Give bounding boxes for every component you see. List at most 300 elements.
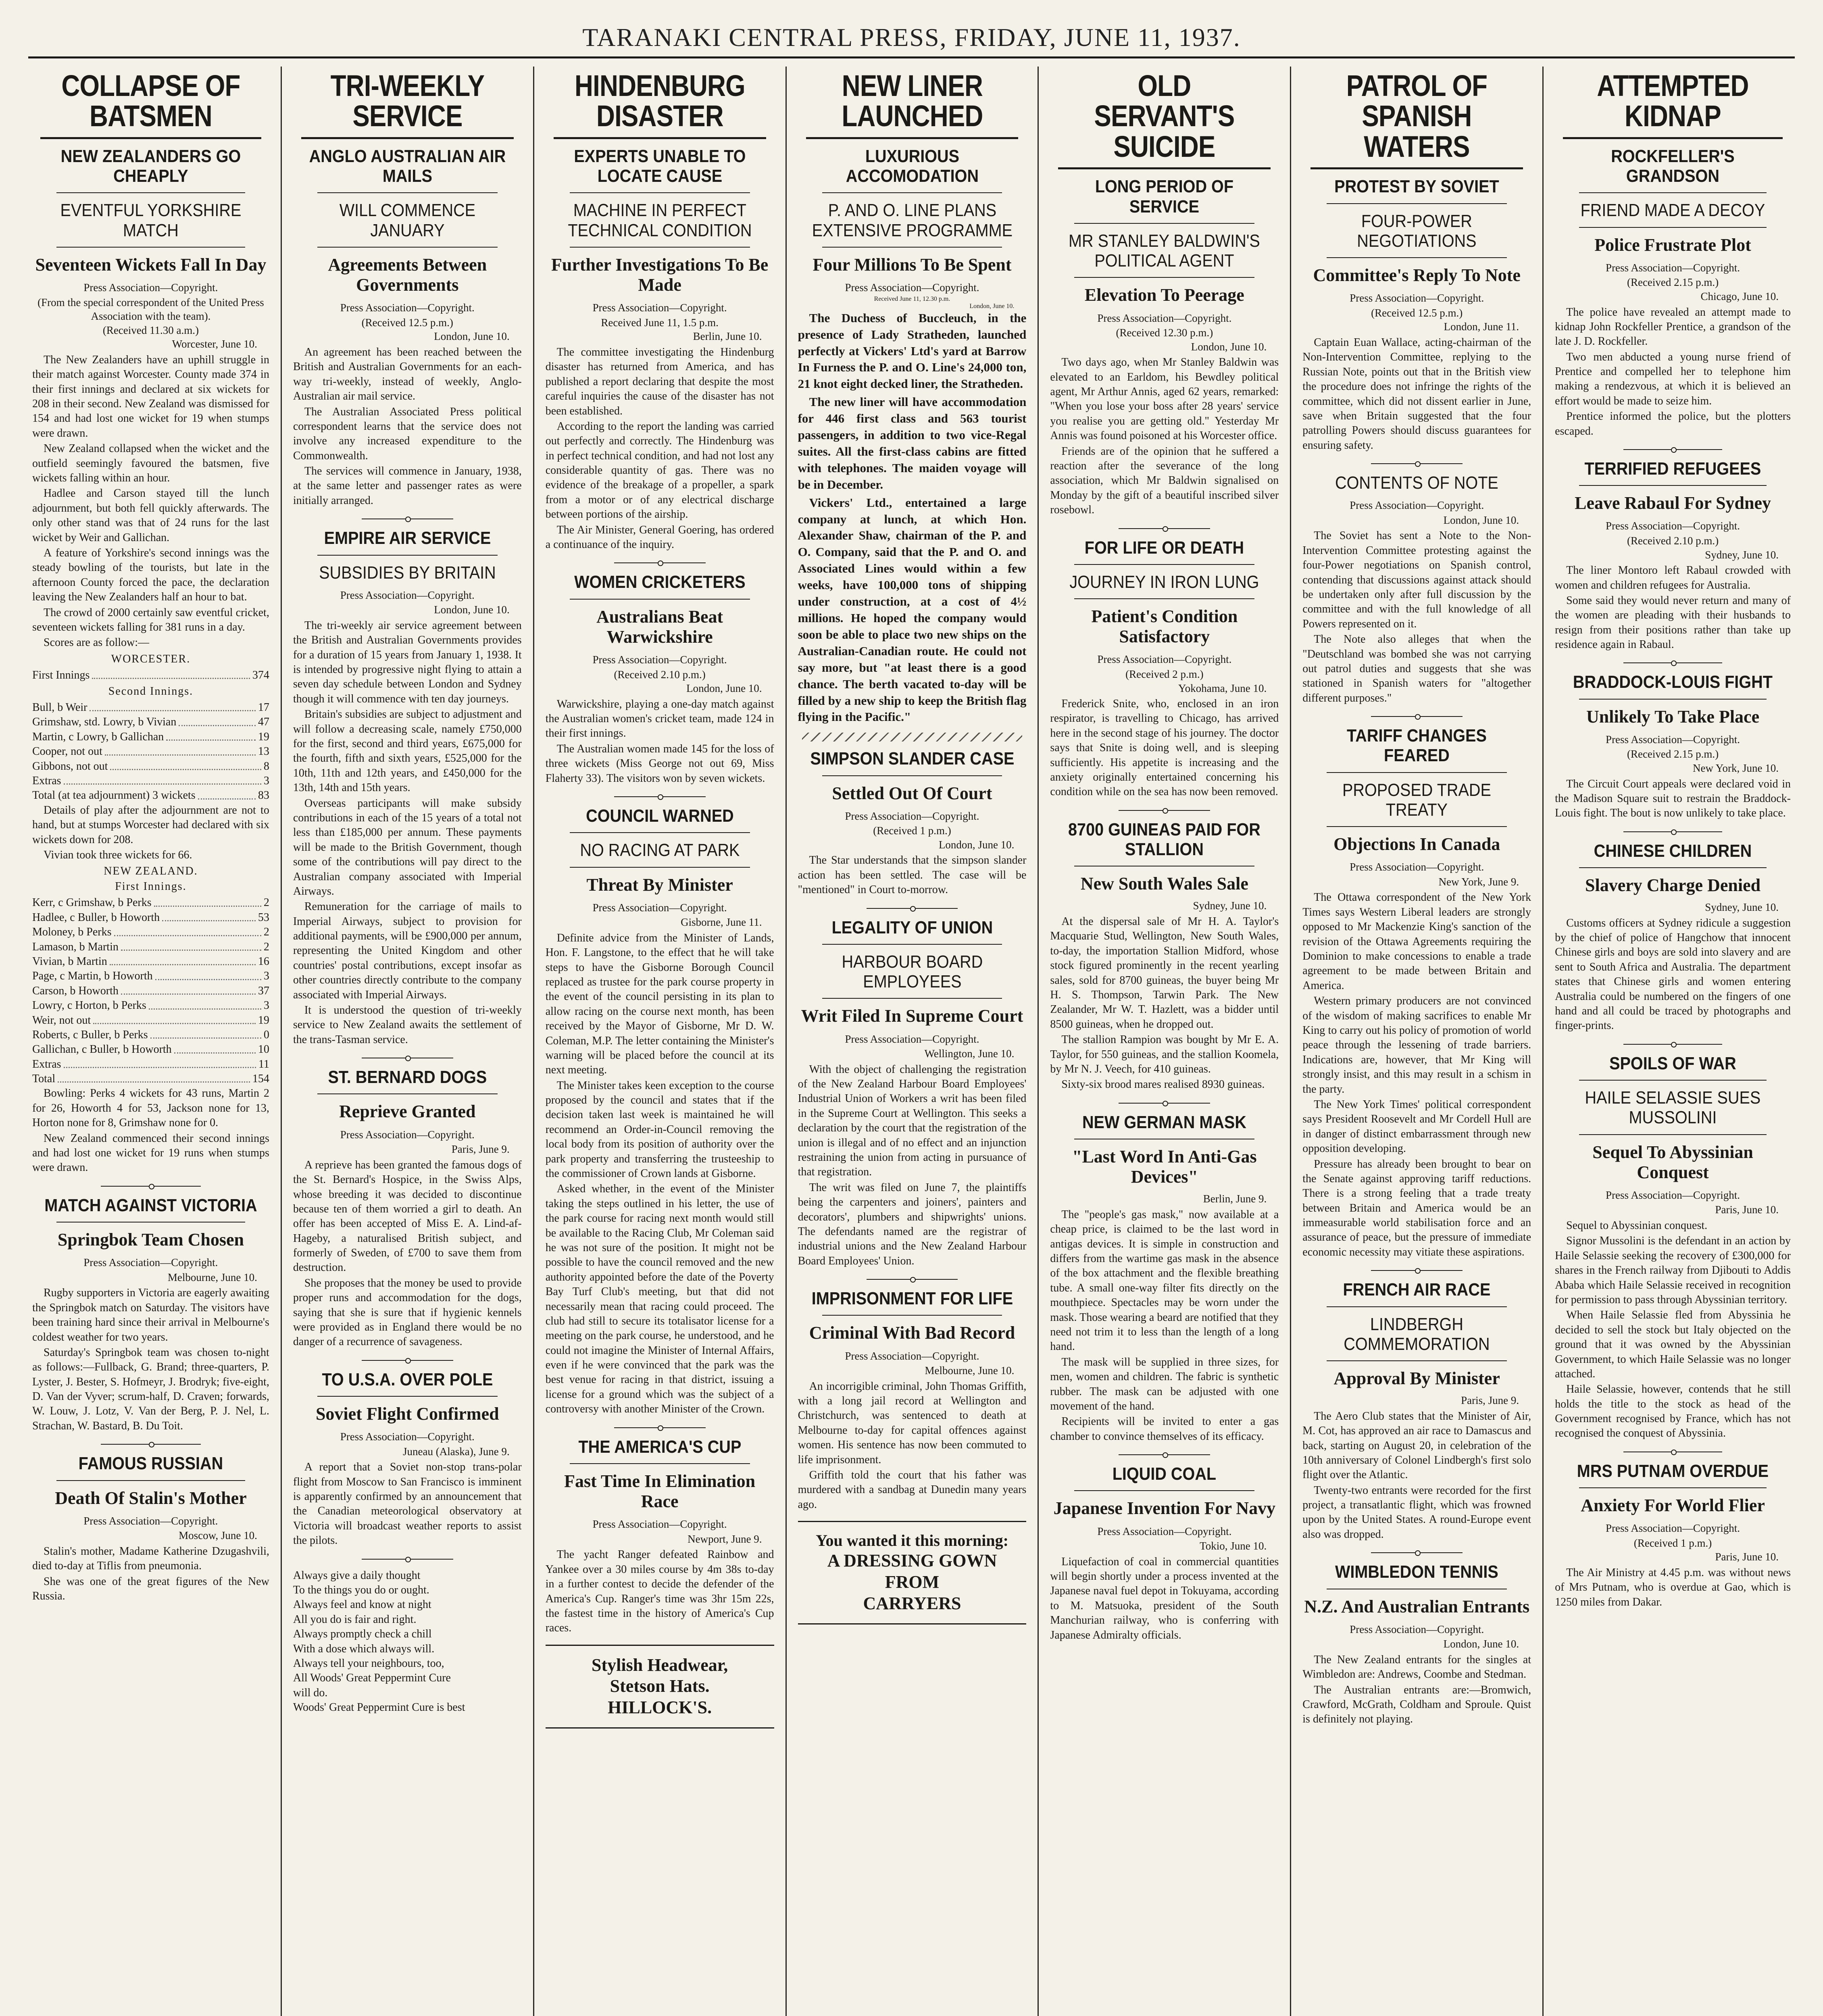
- article-paragraph: Scores are as follow:—: [44, 636, 150, 649]
- section-divider: [1623, 662, 1722, 663]
- scorecard-row: [32, 774, 269, 788]
- press-credit: Press Association—Copyright.: [1350, 861, 1484, 873]
- thin-rule: [56, 192, 245, 193]
- main-headline: HINDENBURG DISASTER: [574, 69, 745, 133]
- deck-headline: LINDBERGH COMMEMORATION: [1344, 1314, 1490, 1354]
- subheading: Four Millions To Be Spent: [813, 255, 1012, 275]
- section-headline: SIMPSON SLANDER CASE: [810, 749, 1015, 769]
- thin-rule: [570, 247, 750, 248]
- received-note: (Received 1 p.m.): [873, 825, 951, 837]
- article-paragraph: The "people's gas mask," now available at a cheap price, is claimed to be the last word in antigas devices. It is simple in construction and differs from the wartime gas mask in the absence of the box attachment and the flexible breathing tube. A small one-way filter fits directly on the mouthpiece. Spectacles may be worn under the mask. Those wearing a beard are notified that they need not trim it to less than the length of a long hand.: [1050, 1208, 1279, 1353]
- scorecard-runs: 2: [263, 896, 269, 909]
- article-paragraph: The Minister takes keen exception to the course proposed by the council and states that if the decision taken last week is maintained he will recommend an Order-in-Council removing the local body from its position of authority over the park property and transferring the trusteeship to the commissioner of Crown lands at Gisborne.: [545, 1079, 774, 1180]
- verse-line: All Woods' Great Peppermint Cure: [293, 1672, 451, 1685]
- thin-rule: [1327, 826, 1507, 827]
- press-credit: Press Association—Copyright.: [83, 1514, 218, 1527]
- subheading: Committee's Reply To Note: [1313, 265, 1521, 285]
- section-headline: WIMBLEDON TENNIS: [1335, 1562, 1499, 1582]
- heavy-rule: [1310, 167, 1523, 169]
- scorecard-batsman: Gallichan, c Buller, b Howorth: [32, 1043, 172, 1056]
- press-credit: Press Association—Copyright.: [1350, 499, 1484, 512]
- article-paragraph: The Aero Club states that the Minister of Air, M. Cot, has approved an air race to Damascus and back, starting on August 20, in celebration of the 10th anniversary of Colonel Lindbergh's first solo flight over the Atlantic.: [1302, 1410, 1531, 1481]
- section-headline: THE AMERICA'S CUP: [578, 1437, 742, 1457]
- received-note: (Received 2.15 p.m.): [1627, 276, 1719, 289]
- press-credit: Press Association—Copyright.: [845, 1033, 979, 1045]
- section-divider: [1371, 716, 1463, 717]
- section-divider: [1623, 831, 1722, 832]
- thin-rule: [56, 1222, 245, 1223]
- dateline: Sydney, June 10.: [1193, 900, 1267, 912]
- press-credit: Press Association—Copyright.: [340, 589, 475, 601]
- article-paragraph: The Australian women made 145 for the loss of three wickets (Miss George not out 69, Miss Flaherty 33). The visitors won by seven wickets.: [545, 742, 774, 785]
- heavy-rule: [554, 137, 766, 139]
- scorecard-title: Second Innings.: [108, 685, 194, 698]
- article-paragraph: The Australian Associated Press political correspondent learns that the service does not involve any increased expenditure to the Commonwealth.: [293, 405, 522, 462]
- scorecard-batsman: Martin, c Lowry, b Gallichan: [32, 730, 164, 743]
- article-paragraph: The crowd of 2000 certainly saw eventful cricket, seventeen wickets falling for 381 runs in a day.: [32, 606, 269, 633]
- leader-dots: [110, 954, 256, 965]
- received-note: (Received 12.30 p.m.): [1116, 327, 1213, 339]
- subheading: Objections In Canada: [1333, 834, 1500, 854]
- article-paragraph: Western primary producers are not convinced of the wisdom of making sacrifices to enable Mr King to carry out his policy of promotion of world peace through the lessening of trade barriers. Indications are, however, that Mr King will strongly insist, and this may result in a schism in the party.: [1302, 995, 1531, 1095]
- leader-dots: [162, 910, 256, 921]
- subheading: Springbok Team Chosen: [57, 1230, 244, 1250]
- ad-line: Stetson Hats.: [610, 1676, 710, 1696]
- scorecard-batsman: First Innings: [32, 669, 90, 681]
- thin-rule: [1579, 1487, 1767, 1488]
- news-column-6: [1290, 67, 1542, 2016]
- verse-line: Always promptly check a chill: [293, 1628, 432, 1641]
- section-divider: [1371, 1552, 1463, 1553]
- thin-rule: [1579, 485, 1767, 486]
- thin-rule: [1074, 277, 1254, 278]
- subheading: Further Investigations To Be Made: [551, 255, 769, 295]
- deck-headline: FRIEND MADE A DECOY: [1580, 200, 1765, 221]
- press-credit: Press Association—Copyright.: [845, 810, 979, 822]
- verse-line: will do.: [293, 1686, 328, 1699]
- article-paragraph: Asked whether, in the event of the Minister taking the steps outlined in his letter, the use of the park course for racing next month would still be available to the Racing Club, Mr Coleman said he was not sure of the position. It might not be possible to have the council removed and the new authority appointed before the date of the Poverty Bay Turf Club's meeting, but that did not necessarily mean that racing could proceed. The club had still to secure its totalisator license for a meeting on the park course, he understood, and he could not imagine the Minister of Internal Affairs, even if he were convinced that the park was the best venue for racing in that district, issuing a license for a ground which was the subject of a controversy with another Minister of the Crown.: [545, 1183, 774, 1416]
- dateline: New York, June 9.: [1438, 875, 1519, 888]
- scorecard-runs: 37: [258, 984, 269, 997]
- received-note: (Received 2.10 p.m.): [1627, 535, 1719, 547]
- heavy-rule: [301, 137, 514, 139]
- section-headline: TERRIFIED REFUGEES: [1584, 459, 1761, 479]
- article-paragraph: The Air Ministry at 4.45 p.m. was without news of Mrs Putnam, who is overdue at Gao, which is 1250 miles from Dakar.: [1555, 1566, 1791, 1608]
- leader-dots: [105, 744, 256, 755]
- scorecard-batsman: Weir, not out: [32, 1014, 91, 1027]
- article-paragraph: Some said they would never return and many of the women are pleading with their husbands to resign from their positions rather than take up residence again in Rabaul.: [1555, 594, 1791, 651]
- article-paragraph: Bowling: Perks 4 wickets for 43 runs, Martin 2 for 26, Howorth 4 for 53, Jackson none for 13, Horton none for 8, Grimshaw none for 0.: [32, 1087, 269, 1129]
- article-paragraph: A report that a Soviet non-stop trans-polar flight from Moscow to San Francisco is imminent is apparently confirmed by an announcement that the Canadian meteorological observatory at Victoria will broadcast weather reports to assist the pilots.: [293, 1461, 522, 1547]
- heavy-rule: [1058, 167, 1271, 169]
- leader-dots: [90, 700, 255, 711]
- scorecard-row: [32, 1072, 269, 1086]
- section-headline: TARIFF CHANGES FEARED: [1347, 726, 1487, 766]
- thin-rule: [1579, 699, 1767, 700]
- scorecard-row: [32, 984, 269, 998]
- section-headline: LUXURIOUS ACCOMODATION: [846, 146, 979, 186]
- thin-rule: [1579, 1080, 1767, 1081]
- deck-headline: EVENTFUL YORKSHIRE MATCH: [60, 200, 242, 240]
- article-paragraph: Frederick Snite, who, enclosed in an iron respirator, is travelling to Chicago, has arrived here in the second stage of his journey. The doctor says that Snite is doing well, and is sleeping sufficiently. His appetite is increasing and the anxiety originally entertained concerning his condition while on the sea has now been removed.: [1050, 698, 1279, 798]
- article-paragraph: Britain's subsidies are subject to adjustment and will follow a decreasing scale, namely £750,000 for the first, second and third years, £675,000 for the fourth, fifth and sixth years, £525,000 for the 10th, 11th and 12th years, and £450,000 for the 13th, 14th and 15th years.: [293, 708, 522, 794]
- heavy-rule: [806, 137, 1019, 139]
- article-paragraph: Stalin's mother, Madame Katherine Dzugashvili, died to-day at Tiflis from pneumonia.: [32, 1545, 269, 1572]
- scorecard-row: [32, 715, 269, 729]
- thin-rule: [570, 599, 750, 600]
- scorecard-row: [32, 940, 269, 954]
- deck-headline: JOURNEY IN IRON LUNG: [1069, 572, 1259, 592]
- subheading: Settled Out Of Court: [832, 783, 992, 803]
- section-headline: LIQUID COAL: [1113, 1464, 1217, 1484]
- dateline: Melbourne, June 10.: [925, 1364, 1015, 1377]
- article-paragraph: Two days ago, when Mr Stanley Baldwin was elevated to an Earldom, his Bewdley political agent, Mr Arthur Annis, aged 62 years, remarked: "When you lose your boss after 28 years' service you realise you are getting old." Yesterday Mr Annis was found poisoned at his Worcester office.: [1050, 356, 1279, 442]
- scorecard-runs: 16: [258, 955, 269, 968]
- scorecard-runs: 0: [263, 1028, 269, 1041]
- scorecard-row: [32, 668, 269, 683]
- subheading: Soviet Flight Confirmed: [315, 1404, 499, 1424]
- press-credit: Press Association—Copyright.: [592, 1518, 727, 1531]
- thin-rule: [822, 1315, 1002, 1316]
- scorecard-runs: 154: [252, 1073, 269, 1085]
- verse-line: Always feel and know at night: [293, 1598, 431, 1611]
- section-headline: CHINESE CHILDREN: [1594, 841, 1752, 861]
- ad-line: A DRESSING GOWN: [827, 1551, 997, 1571]
- thin-rule: [822, 944, 1002, 945]
- scorecard-runs: 17: [258, 701, 269, 714]
- dateline: London, June 10.: [1443, 514, 1519, 526]
- section-headline: FAMOUS RUSSIAN: [78, 1454, 223, 1474]
- section-divider: [867, 908, 958, 909]
- section-divider: [362, 1559, 453, 1560]
- press-credit: Press Association—Copyright.: [1350, 1623, 1484, 1635]
- dateline: Juneau (Alaska), June 9.: [403, 1445, 510, 1458]
- press-credit: Press Association—Copyright.: [340, 1128, 475, 1141]
- scorecard-title: NEW ZEALAND.: [104, 865, 198, 878]
- scorecard-runs: 3: [263, 775, 269, 787]
- section-headline: ST. BERNARD DOGS: [328, 1067, 487, 1087]
- received-note: (From the special correspondent of the United Press Association with the team).: [38, 296, 264, 323]
- section-headline: ROCKFELLER'S GRANDSON: [1611, 146, 1735, 186]
- article-paragraph: Friends are of the opinion that he suffered a reaction after the severance of the long association, which Mr Baldwin signalised on Monday by the gift of a beautiful inscribed silver rosebowl.: [1050, 445, 1279, 516]
- article-paragraph: The Star understands that the simpson slander action has been settled. The case will be "mentioned" in Court to-morrow.: [798, 854, 1027, 896]
- dateline: Paris, June 10.: [1715, 1551, 1779, 1563]
- press-credit: Press Association—Copyright.: [592, 654, 727, 666]
- scorecard-runs: 3: [263, 970, 269, 983]
- article-paragraph: The police have revealed an attempt made to kidnap John Rockfeller Prentice, a grandson of the late J. D. Rockfeller.: [1555, 306, 1791, 348]
- dateline: London, June 10.: [434, 330, 510, 343]
- article-paragraph: An agreement has been reached between the British and Australian Governments for an each-way tri-weekly, instead of weekly, Anglo-Australian air mail service.: [293, 346, 522, 403]
- ad-line: You wanted it this morning:: [816, 1531, 1008, 1550]
- press-credit: Press Association—Copyright.: [1350, 292, 1484, 304]
- leader-dots: [110, 759, 261, 770]
- section-headline: NEW GERMAN MASK: [1082, 1112, 1247, 1132]
- scorecard-row: [32, 896, 269, 910]
- press-credit: Press Association—Copyright.: [1606, 520, 1740, 532]
- leader-dots: [64, 774, 261, 785]
- article-paragraph: Details of play after the adjournment are not to hand, but at stumps Worcester had declared with six wickets down for 208.: [32, 804, 269, 846]
- scorecard-runs: 83: [258, 789, 269, 802]
- scorecard-batsman: Total (at tea adjournment) 3 wickets: [32, 789, 196, 802]
- dateline: Wellington, June 10.: [924, 1048, 1015, 1060]
- deck-headline: WILL COMMENCE JANUARY: [339, 200, 475, 240]
- article-paragraph: Sequel to Abyssinian conquest.: [1566, 1219, 1708, 1232]
- dateline: London, June 10.: [1191, 340, 1267, 353]
- press-credit: Press Association—Copyright.: [845, 1350, 979, 1362]
- deck-headline: MR STANLEY BALDWIN'S POLITICAL AGENT: [1069, 231, 1260, 271]
- thin-rule: [1579, 227, 1767, 228]
- thin-rule: [570, 1463, 750, 1464]
- leader-dots: [154, 896, 261, 906]
- scorecard-row: [32, 700, 269, 715]
- thin-rule: [1327, 772, 1507, 773]
- press-credit: Press Association—Copyright.: [592, 302, 727, 314]
- section-divider: [101, 1444, 201, 1445]
- section-headline: EMPIRE AIR SERVICE: [324, 528, 491, 548]
- subheading: Police Frustrate Plot: [1594, 235, 1751, 255]
- scorecard-row: [32, 910, 269, 925]
- press-credit: Press Association—Copyright.: [1606, 261, 1740, 274]
- article-paragraph: Vivian took three wickets for 66.: [44, 849, 192, 861]
- verse-line: To the things you do or ought.: [293, 1584, 429, 1597]
- article-paragraph: The Circuit Court appeals were declared void in the Madison Square suit to restrain the Braddock-Louis fight. The bout is now unlikely to take place.: [1555, 777, 1791, 820]
- article-paragraph: Remuneration for the carriage of mails to Imperial Airways, subject to provision for additional payments, will be £900,000 per annum, representing the United Kingdom and other countries' postal contributions, except insofar as other countries directly contribute to the company associated with Imperial Airways.: [293, 900, 522, 1001]
- scorecard-batsman: Kerr, c Grimshaw, b Perks: [32, 896, 152, 909]
- section-headline: FRENCH AIR RACE: [1343, 1280, 1491, 1300]
- article-paragraph: Sixty-six brood mares realised 8930 guineas.: [1061, 1078, 1265, 1091]
- section-divider: [1119, 1103, 1210, 1104]
- article-paragraph: Saturday's Springbok team was chosen to-night as follows:—Fullback, G. Brand; three-quarters, P. Lyster, J. Bester, S. Hofmeyr, J. Brodryk; five-eight, D. Van der Vyver; scrum-half, D. Craven; forwards, W. Louw, J. Lotz, V. Van der Berg, P. J. Nel, L. Strachan, W. Bastard, B. Du Toit.: [32, 1346, 269, 1432]
- scorecard-title: First Innings.: [115, 880, 187, 893]
- scorecard-batsman: Cooper, not out: [32, 745, 102, 758]
- dateline: Worcester, June 10.: [172, 338, 257, 350]
- thin-rule: [317, 1093, 498, 1094]
- section-divider: [362, 1360, 453, 1361]
- verse-line: Always give a daily thought: [293, 1569, 421, 1582]
- article-paragraph: The tri-weekly air service agreement between the British and Australian Governments provides for a duration of 15 years from January 1, 1938. It is intended by progressive night flying to attain a seven day schedule between London and Sydney though it will commence with ten day journeys.: [293, 619, 522, 705]
- article-paragraph: The Note also alleges that when the "Deutschland was bombed she was not carrying out patrol duties and suggests that she was stationed in Spanish waters for "altogether different purposes.": [1302, 633, 1531, 704]
- dateline: Yokohama, June 10.: [1178, 682, 1267, 694]
- thin-rule: [56, 247, 245, 248]
- scorecard-batsman: Roberts, c Buller, b Perks: [32, 1028, 148, 1041]
- lead-paragraph: The Duchess of Buccleuch, in the presence of Lady Stratheden, launched perfectly at Vickers' Ltd's yard at Barrow In Furness the P. and O. Line's 24,000 ton, 21 knot eight decked liner, the Stratheden.: [798, 310, 1027, 391]
- dateline: London, June 10.: [1443, 1638, 1519, 1650]
- dateline: Sydney, June 10.: [1705, 901, 1779, 914]
- scorecard-runs: 13: [258, 745, 269, 758]
- leader-dots: [58, 1072, 250, 1083]
- leader-dots: [179, 715, 255, 726]
- article-paragraph: A feature of Yorkshire's second innings was the steady bowling of the tourists, but late in the afternoon County forced the pace, the declaration leaving the New Zealanders half an hour to bat.: [32, 546, 269, 604]
- section-headline: EXPERTS UNABLE TO LOCATE CAUSE: [574, 146, 746, 186]
- section-divider: [1119, 810, 1210, 811]
- scorecard-row: [32, 998, 269, 1013]
- dateline: Melbourne, June 10.: [167, 1271, 257, 1283]
- dateline: Gisborne, June 11.: [681, 916, 762, 929]
- scorecard-row: [32, 954, 269, 969]
- thin-rule: [1327, 203, 1507, 204]
- subheading: Unlikely To Take Place: [1586, 706, 1760, 727]
- thin-rule: [1579, 867, 1767, 868]
- article-paragraph: She proposes that the money be used to provide proper runs and accommodation for the dogs, saying that she is sure that if hygienic kennels were provided as in England there would be no danger of a recurrence of savageness.: [293, 1277, 522, 1348]
- scorecard-batsman: Hadlee, c Buller, b Howorth: [32, 911, 160, 924]
- scorecard-row: [32, 788, 269, 803]
- scorecard-batsman: Extras: [32, 775, 61, 787]
- subheading: Threat By Minister: [586, 875, 733, 895]
- section-divider: [614, 796, 706, 797]
- subheading: Writ Filed In Supreme Court: [801, 1006, 1023, 1026]
- main-headline: TRI-WEEKLY SERVICE: [330, 69, 485, 133]
- dateline: Chicago, June 10.: [1700, 290, 1779, 302]
- section-divider: [614, 1427, 706, 1428]
- section-divider: [1371, 463, 1463, 464]
- verse-line: Always tell your neighbours, too,: [293, 1657, 444, 1670]
- section-divider: [614, 562, 706, 563]
- scorecard-batsman: Moloney, b Perks: [32, 926, 112, 939]
- subheading: Japanese Invention For Navy: [1053, 1498, 1276, 1518]
- article-paragraph: At the dispersal sale of Mr H. A. Taylor's Macquarie Stud, Wellington, New South Wales, to-day, the importation Stallion Midford, whose stock figured prominently in the recent yearling sales, sold for 8700 guineas, the buyer being Mr H. S. Thompson, Tarwin Park. The New Zealander, Mr W. T. Hazlett, was a bidder until 8500 guineas, when he dropped out.: [1050, 915, 1279, 1031]
- scorecard-row: [32, 744, 269, 759]
- received-note: Received June 11, 12.30 p.m.: [874, 295, 950, 302]
- leader-dots: [155, 969, 261, 980]
- subheading: Elevation To Peerage: [1084, 285, 1244, 305]
- news-column-5: [1038, 67, 1290, 2016]
- article-paragraph: Overseas participants will make subsidy contributions in each of the 15 years of a total not less than £185,000 per annum. These payments will be made to the British Government, though some of the contributions will pay direct to the Australian company associated with Imperial Airways.: [293, 797, 522, 898]
- news-column-1: [28, 67, 281, 2016]
- thin-rule: [1074, 598, 1254, 599]
- section-divider: [1623, 449, 1722, 450]
- scorecard-runs: 53: [258, 911, 269, 924]
- main-headline: PATROL OF SPANISH WATERS: [1346, 69, 1488, 163]
- leader-dots: [198, 788, 256, 799]
- article-paragraph: The liner Montoro left Rabaul crowded with women and children refugees for Australia.: [1555, 564, 1791, 591]
- leader-dots: [121, 984, 256, 995]
- received-note: Received June 11, 1.5 p.m.: [601, 316, 719, 329]
- ad-line: CARRYERS: [863, 1593, 961, 1613]
- dateline: Newport, June 9.: [688, 1533, 762, 1545]
- article-paragraph: The Australian entrants are:—Bromwich, Crawford, McGrath, Coldham and Sproule. Quist is definitely not playing.: [1302, 1683, 1531, 1726]
- article-paragraph: Warwickshire, playing a one-day match against the Australian women's cricket team, made 124 in their first innings.: [545, 698, 774, 740]
- news-column-7: [1542, 67, 1795, 2016]
- deck-headline: CONTENTS OF NOTE: [1335, 473, 1499, 493]
- leader-dots: [166, 730, 256, 741]
- dateline: London, June 10.: [938, 838, 1015, 851]
- section-headline: FOR LIFE OR DEATH: [1085, 537, 1244, 558]
- section-headline: NEW ZEALANDERS GO CHEAPLY: [60, 146, 241, 186]
- section-headline: COUNCIL WARNED: [585, 806, 734, 826]
- section-divider: [1371, 1270, 1463, 1271]
- thin-rule: [822, 247, 1002, 248]
- verse-line: All you do is fair and right.: [293, 1613, 417, 1626]
- deck-headline: NO RACING AT PARK: [580, 840, 740, 860]
- article-paragraph: Signor Mussolini is the defendant in an action by Haile Selassie seeking the recovery of £300,000 for shares in the French railway from Djibouti to Addis Ababa which Haile Selassie received in recognition for permission to pass through Abyssinian territory.: [1555, 1235, 1791, 1306]
- deck-headline: P. AND O. LINE PLANS EXTENSIVE PROGRAMME: [812, 200, 1013, 240]
- dateline: Tokio, June 10.: [1200, 1540, 1267, 1552]
- section-divider: [1119, 528, 1210, 529]
- leader-dots: [150, 1028, 261, 1039]
- verse-line: Woods' Great Peppermint Cure is best: [293, 1701, 465, 1714]
- leader-dots: [121, 940, 261, 951]
- dateline: London, June 10.: [969, 302, 1015, 310]
- subheading: Australians Beat Warwickshire: [596, 606, 723, 647]
- thin-rule: [822, 998, 1002, 999]
- section-headline: ANGLO AUSTRALIAN AIR MAILS: [309, 146, 506, 186]
- subheading: Sequel To Abyssinian Conquest: [1592, 1142, 1753, 1182]
- received-note: (Received 12.5 p.m.): [1371, 306, 1463, 319]
- scorecard-row: [32, 969, 269, 983]
- advertisement: [798, 1521, 1027, 1624]
- news-column-2: [281, 67, 533, 2016]
- section-headline: LEGALITY OF UNION: [831, 917, 993, 937]
- section-divider: [1119, 1454, 1210, 1455]
- dateline: New York, June 10.: [1692, 762, 1779, 774]
- thin-rule: [822, 192, 1002, 193]
- leader-dots: [149, 998, 261, 1009]
- thin-rule: [56, 1480, 245, 1481]
- thin-rule: [1327, 257, 1507, 258]
- section-headline: BRADDOCK-LOUIS FIGHT: [1573, 672, 1773, 692]
- press-credit: Press Association—Copyright.: [83, 1256, 218, 1269]
- subheading: "Last Word In Anti-Gas Devices": [1072, 1146, 1257, 1187]
- press-credit: Press Association—Copyright.: [340, 1431, 475, 1443]
- main-headline: OLD SERVANT'S SUICIDE: [1094, 69, 1235, 163]
- article-paragraph: According to the report the landing was carried out perfectly and correctly. The Hindenburg was in perfect technical condition, and had not lost any considerable quantity of gas. There was no evidence of the breakage of a propeller, a spark from a motor or of any electrical discharge between portions of the airship.: [545, 420, 774, 521]
- scorecard-runs: 19: [258, 730, 269, 743]
- scorecard-runs: 374: [252, 669, 269, 681]
- article-paragraph: The committee investigating the Hindenburg disaster has returned from America, and has published a report declaring that despite the most careful inquiries the cause of the disaster has not been established.: [545, 346, 774, 417]
- article-paragraph: With the object of challenging the registration of the New Zealand Harbour Board Employees' Industrial Union of Workers a writ has been filed in the Supreme Court at Wellington. This seeks a declaration by the court that the registration of the union is illegal and of no effect and an injunction restraining the union from acting in pursuance of that registration.: [798, 1063, 1027, 1179]
- subheading: Death Of Stalin's Mother: [55, 1488, 247, 1508]
- scorecard-batsman: Carson, b Howorth: [32, 984, 119, 997]
- article-paragraph: The yacht Ranger defeated Rainbow and Yankee over a 30 miles course by 4m 38s to-day in a further contest to decide the defender of the America's Cup. Ranger's time was 3hr 15m 22s, the fastest time in the history of America's Cup races.: [545, 1548, 774, 1635]
- deck-headline: PROPOSED TRADE TREATY: [1342, 780, 1492, 820]
- section-headline: MRS PUTNAM OVERDUE: [1577, 1461, 1769, 1481]
- thin-rule: [570, 192, 750, 193]
- newspaper-columns: [28, 67, 1795, 2016]
- scorecard-runs: 11: [258, 1058, 269, 1070]
- deck-headline: SUBSIDIES BY BRITAIN: [319, 562, 496, 583]
- scorecard-runs: 2: [263, 940, 269, 953]
- press-credit: Press Association—Copyright.: [592, 901, 727, 914]
- lead-paragraph: The new liner will have accommodation for 446 first class and 563 tourist passengers, in addition to two vice-Regal suites. All the first-class cabins are fitted with telephones. The maiden voyage will be in December.: [798, 395, 1027, 492]
- subheading: N.Z. And Australian Entrants: [1304, 1596, 1530, 1616]
- article-paragraph: Twenty-two entrants were recorded for the first project, a transatlantic flight, which was frowned upon by the United States. A round-Europe event also was dropped.: [1302, 1484, 1531, 1541]
- section-headline: PROTEST BY SOVIET: [1334, 177, 1499, 197]
- heavy-rule: [1563, 137, 1783, 139]
- scorecard-runs: 19: [258, 1014, 269, 1027]
- thin-rule: [570, 867, 750, 868]
- scorecard-batsman: Gibbons, not out: [32, 760, 108, 773]
- subheading: Criminal With Bad Record: [809, 1323, 1015, 1343]
- scorecard-row: [32, 1042, 269, 1057]
- ad-line: FROM: [885, 1572, 940, 1592]
- deck-headline: HAILE SELASSIE SUES MUSSOLINI: [1585, 1088, 1761, 1128]
- press-credit: Press Association—Copyright.: [845, 281, 979, 294]
- scorecard-row: [32, 759, 269, 774]
- article-paragraph: New Zealand collapsed when the wicket and the outfield seemingly favoured the batsmen, five wickets falling within an hour.: [32, 442, 269, 485]
- scorecard-batsman: Vivian, b Martin: [32, 955, 107, 968]
- scorecard-row: [32, 1013, 269, 1028]
- section-headline: TO U.S.A. OVER POLE: [322, 1369, 493, 1389]
- article-paragraph: Two men abducted a young nurse friend of Prentice and compelled her to telephone him making a rendezvous, at which it is believed an effort would be made to seize him.: [1555, 350, 1791, 407]
- news-column-4: [785, 67, 1038, 2016]
- section-divider: [1623, 1044, 1722, 1045]
- dateline: Berlin, June 9.: [1203, 1193, 1267, 1205]
- article-paragraph: Griffith told the court that his father was murdered with a sandbag at Dunedin many years ago.: [798, 1468, 1027, 1511]
- lead-paragraph: Vickers' Ltd., entertained a large company at lunch, at which Hon. Alexander Shaw, chairman of the P. and O. Company, said that the P. and O. and Associated Lines would within a few weeks, have 100,000 tons of shipping under construction, at a cost of 4½ millions. He hoped the company would soon be able to place two new ships on the Australian-Canadian route. He could not say more, but "at least there is a good chance. The berth vacated to-day will be filled by a new ship to keep the British flag flying in the Pacific.": [798, 495, 1027, 724]
- scorecard-runs: 3: [263, 999, 269, 1012]
- article-paragraph: When Haile Selassie fled from Abyssinia he decided to sell the stock but Italy objected on the ground that it was owned by the Abyssinian Government, to which Haile Selassie was no longer attached.: [1555, 1309, 1791, 1380]
- article-paragraph: The mask will be supplied in three sizes, for men, women and children. The fabric is synthetic rubber. The mask can be adjusted with one movement of the hand.: [1050, 1356, 1279, 1412]
